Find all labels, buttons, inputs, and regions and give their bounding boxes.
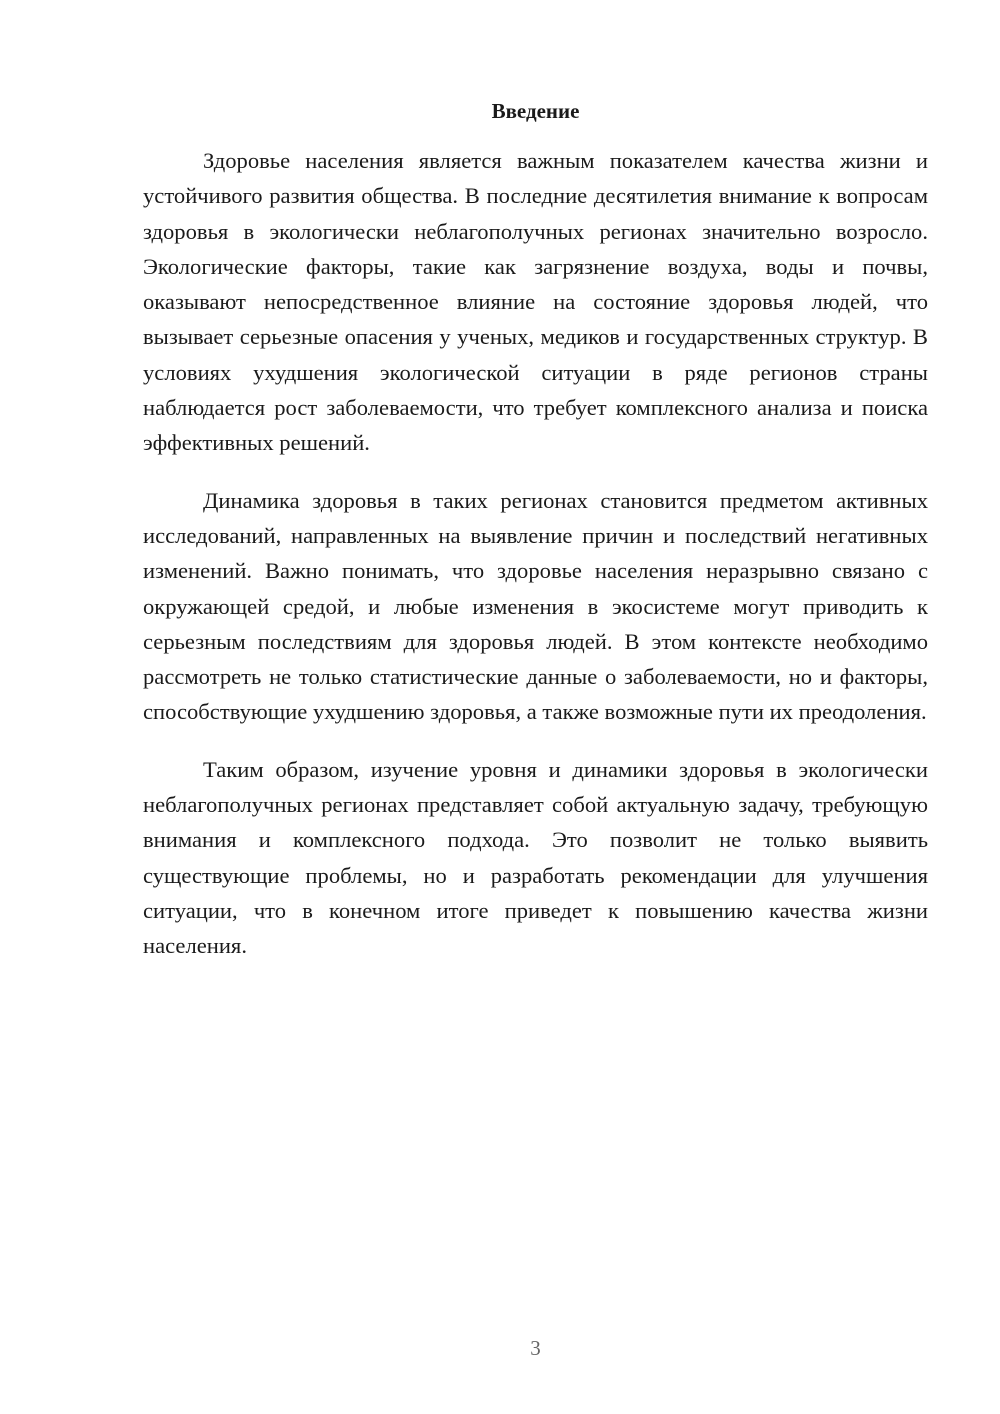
section-heading: Введение	[491, 99, 580, 123]
paragraph-2: Динамика здоровья в таких регионах становится предметом активных исследований, направленных на выявление причин и последствий негативных изменений. Важно понимать, что здоровье населения неразрывно связано с окружающей средой, и любые изменения в экосистеме могут приводить к серьезным последствиям для здоровья людей. В этом контексте необходимо рассмотреть не только статистические данные о заболеваемости, но и факторы, способствующие ухудшению здоровья, а также возможные пути их преодоления.	[143, 487, 928, 725]
body-text	[143, 143, 928, 986]
paragraph-3: Таким образом, изучение уровня и динамики здоровья в экологически неблагополучных регионах представляет собой актуальную задачу, требующую внимания и комплексного подхода. Это позволит не только выявить существующие проблемы, но и разработать рекомендации для улучшения ситуации, что в конечном итоге приведет к повышению качества жизни населения.	[143, 756, 928, 959]
page-number: 3	[530, 1336, 541, 1360]
paragraph-1: Здоровье населения является важным показателем качества жизни и устойчивого развития общества. В последние десятилетия внимание к вопросам здоровья в экологически неблагополучных регионах значительно возросло. Экологические факторы, такие как загрязнение воздуха, воды и почвы, оказывают непосредственное влияние на состояние здоровья людей, что вызывает серьезные опасения у ученых, медиков и государственных структур. В условиях ухудшения экологической ситуации в ряде регионов страны наблюдается рост заболеваемости, что требует комплексного анализа и поиска эффективных решений.	[143, 148, 928, 456]
